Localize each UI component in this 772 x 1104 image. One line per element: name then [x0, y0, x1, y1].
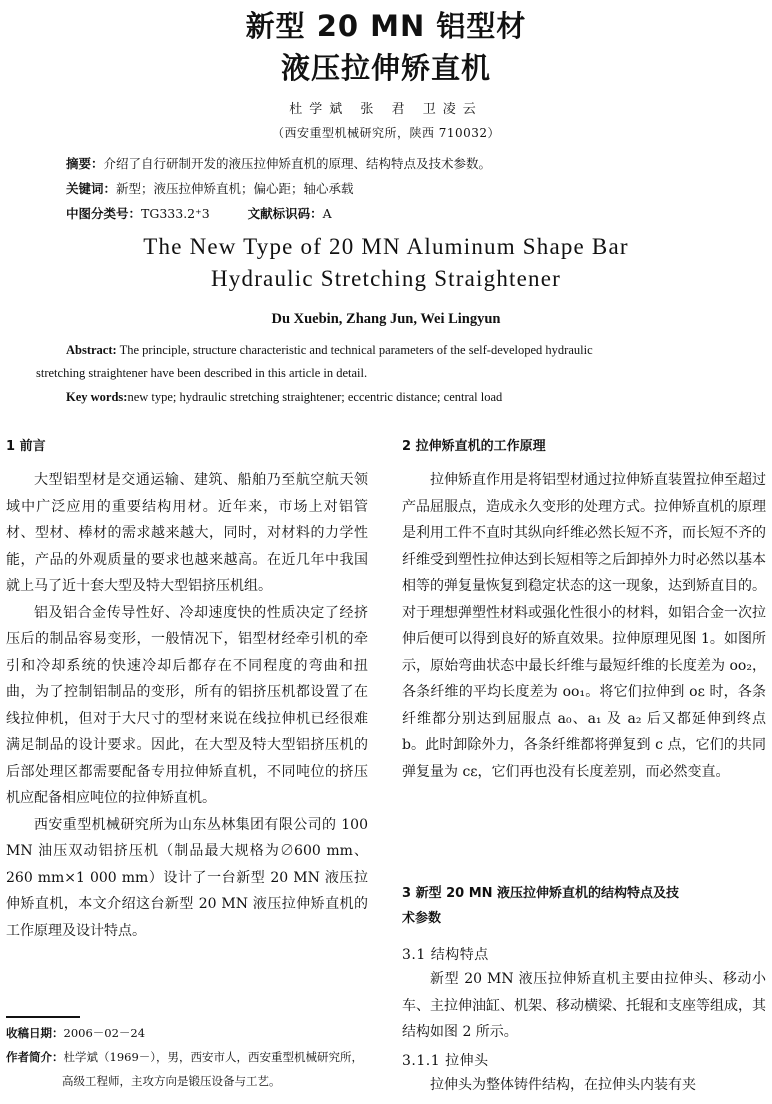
abstract-cn-text: 介绍了自行研制开发的液压拉伸矫直机的原理、结构特点及技术参数。 — [103, 156, 492, 171]
section3-heading-line2: 术参数 — [402, 911, 442, 926]
received-date — [6, 1022, 145, 1044]
paper-title-line1: 新型 20 MN 铝型材 — [245, 9, 527, 43]
english-keywords — [66, 390, 502, 405]
classification-row — [66, 204, 332, 222]
received-label: 收稿日期： — [6, 1026, 64, 1040]
english-authors: Du Xuebin, Zhang Jun, Wei Lingyun — [271, 311, 501, 327]
paragraph: 拉伸头为整体铸件结构，在拉伸头内装有夹 — [430, 1077, 696, 1093]
section1-heading: 1 前言 — [6, 439, 46, 454]
footnote-rule — [6, 1016, 80, 1018]
english-keywords-text: new type; hydraulic stretching straightener; eccentric distance; central load — [127, 390, 503, 404]
author-bio-line2: 高级工程师，主攻方向是锻压设备与工艺。 — [62, 1074, 281, 1088]
affiliation: （西安重型机械研究所，陕西 710032） — [271, 126, 501, 140]
english-title-line1: The New Type of 20 MN Aluminum Shape Bar — [143, 234, 629, 259]
english-abstract-text1: The principle, structure characteristic and technical parameters of the self-developed hydraulic — [119, 343, 593, 357]
bio-line1: 杜学斌（1969－），男，西安市人，西安重型机械研究所， — [63, 1050, 364, 1064]
subsection-3-1-heading: 3.1 结构特点 — [402, 947, 489, 963]
abstract-cn-label: 摘要： — [66, 156, 104, 171]
paragraph: 西安重型机械研究所为山东丛林集团有限公司的 100 MN 油压双动铝挤压机（制品最大规格为∅600 mm、260 mm×1 000 mm）设计了一台新型 20 MN 液压拉伸矫直机，本文介绍这台新型 20 MN 液压拉伸矫直机的工作原理及设计特点。 — [6, 816, 368, 939]
keywords-cn — [66, 179, 354, 197]
paragraph: 新型 20 MN 液压拉伸矫直机主要由拉伸头、移动小车、主拉伸油缸、机架、移动横梁、托辊和支座等组成，其结构如图 2 所示。 — [402, 971, 766, 1040]
author-list: 杜学斌 张 君 卫凌云 — [289, 102, 483, 117]
left-body — [6, 467, 368, 944]
english-keywords-label: Key words: — [66, 390, 128, 404]
received-text: 2006－02－24 — [63, 1026, 146, 1040]
paragraph: 铝及铝合金传导性好、冷却速度快的性质决定了经挤压后的制品容易变形，一般情况下，铝型材经牵引机的牵引和冷却系统的快速冷却后都存在不同程度的弯曲和扭曲，为了控制铝制品的变形，所有的铝挤压机都设置了在线拉伸机，但对于大尺寸的型材来说在线拉伸机已经很难满足制品的设计要求。因此，在大型及特大型铝挤压机的后部处理区都需要配备专用拉伸矫直机，不同吨位的挤压机应配备相应吨位的拉伸矫直机。 — [6, 604, 368, 806]
english-abstract-label: Abstract: — [66, 343, 117, 357]
clc-label: 中图分类号： — [66, 206, 142, 221]
subsection-3-1-1-heading: 3.1.1 拉伸头 — [402, 1053, 489, 1069]
section3-heading-line1: 3 新型 20 MN 液压拉伸矫直机的结构特点及技 — [402, 886, 680, 901]
english-abstract-line1 — [66, 343, 593, 358]
paper-title-line2: 液压拉伸矫直机 — [280, 51, 491, 85]
author-bio — [6, 1046, 363, 1068]
doccode-text: A — [322, 206, 332, 221]
subsection-3-1-1-body — [402, 1072, 766, 1099]
clc-text: TG333.2⁺3 — [141, 206, 210, 221]
english-abstract-line2: stretching straightener have been described in this article in detail. — [36, 366, 368, 380]
paragraph: 拉伸矫直作用是将铝型材通过拉伸矫直装置拉伸至超过产品屈服点，造成永久变形的处理方式。拉伸矫直机的原理是利用工件不直时其纵向纤维必然长短不齐，而长短不齐的纤维受到塑性拉伸达到长短相等之后卸掉外力时必然以基本相等的弹复量恢复到稳定状态的这一现象，达到矫直目的。对于理想弹塑性材料或强化性很小的材料，如铝合金一次拉伸后便可以得到良好的矫直效果。拉伸原理见图 1。如图所示，原始弯曲状态中最长纤维与最短纤维的长度差为 oo₂，各条纤维的平均长度差为 oo₁。将它们拉伸到 oε 时，各条纤维都分别达到屈服点 a₀、a₁ 及 a₂ 后又都延伸到终点 b。此时卸除外力，各条纤维都将弹复到 c 点，它们的共同弹复量为 cε，它们再也没有长度差别，而必然变直。 — [402, 472, 766, 780]
english-title-line2: Hydraulic Stretching Straightener — [210, 266, 561, 291]
subsection-3-1-body — [402, 966, 766, 1046]
doccode-label: 文献标识码： — [247, 206, 323, 221]
bio-label: 作者简介： — [6, 1050, 64, 1064]
paragraph: 大型铝型材是交通运输、建筑、船舶乃至航空航天领域中广泛应用的重要结构用材。近年来，市场上对铝管材、型材、棒材的需求越来越大，同时，对材料的力学性能，产品的外观质量的要求也越来越高。在近几年中我国就上马了近十套大型及特大型铝挤压机组。 — [6, 472, 368, 594]
keywords-cn-label: 关键词： — [66, 181, 117, 196]
right-body — [402, 467, 766, 785]
keywords-cn-text: 新型；液压拉伸矫直机；偏心距；轴心承载 — [116, 181, 354, 196]
abstract-cn — [66, 154, 491, 172]
section2-heading: 2 拉伸矫直机的工作原理 — [402, 439, 546, 454]
